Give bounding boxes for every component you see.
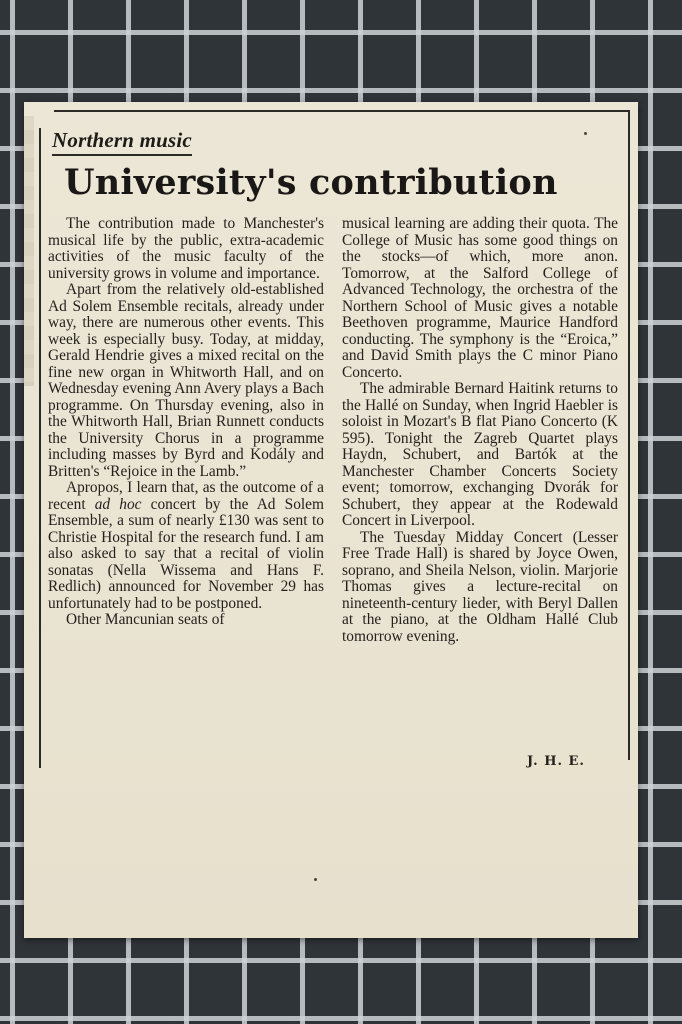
paragraph: The admirable Bernard Haitink returns to the Hallé on Sunday, when Ingrid Haebler is soloist in Mozart's B flat Piano Concerto (K 595). Tonight the Zagreb Quartet plays Haydn, Schubert, and Bartók at the Manchester Chamber Concerts Society event; tomorrow, exchanging Dvorák for Schubert, they appear at the Rodewald Concert in Liverpool. xyxy=(342,380,618,529)
article-column-right xyxy=(342,216,618,645)
torn-edge xyxy=(24,116,34,386)
paragraph: The Tuesday Midday Concert (Lesser Free Trade Hall) is shared by Joyce Owen, soprano, and Sheila Nelson, violin. Marjorie Thomas gives a lecture-recital on nineteenth-century lieder, with Beryl Dallen at the piano, at the Oldham Hallé Club tomorrow evening. xyxy=(342,528,618,645)
italic-phrase: ad hoc xyxy=(94,495,142,513)
top-rule xyxy=(54,110,628,112)
paper-speck xyxy=(314,878,317,881)
right-column-rule xyxy=(628,110,630,760)
headline: University's contribution xyxy=(64,162,558,203)
newspaper-clipping xyxy=(24,102,638,938)
author-initials: J. H. E. xyxy=(527,754,585,769)
paragraph xyxy=(48,480,324,612)
text-run: Apropos, I learn that, as the outcome of a recent xyxy=(48,479,324,513)
paragraph: Other Mancunian seats of xyxy=(66,611,225,628)
paragraph: musical learning are adding their quota. The College of Music has some good things on the stocks—of which, more anon. Tomorrow, at the Salford College of Advanced Technology, the orchestra of the Northern School of Music gives a notable Beethoven programme, Maurice Handford conducting. The symphony is the “Eroica,” and David Smith plays the C minor Piano Concerto. xyxy=(342,215,618,381)
paper-speck xyxy=(584,132,587,135)
section-label: Northern music xyxy=(52,128,192,156)
left-column-rule xyxy=(39,128,41,768)
article-column-left xyxy=(48,216,324,629)
paragraph: Apart from the relatively old-established Ad Solem Ensemble recitals, already under way, there are numerous other events. This week is especially busy. Today, at midday, Gerald Hendrie gives a mixed recital on the fine new organ in Whitworth Hall, and on Wednesday evening Ann Avery plays a Bach programme. On Thursday evening, also in the Whitworth Hall, Brian Runnett conducts the University Chorus in a programme including masses by Byrd and Kodály and Britten's “Rejoice in the Lamb.” xyxy=(48,281,324,480)
paragraph: The contribution made to Manchester's musical life by the public, extra-academic activities of the music faculty of the university grows in volume and importance. xyxy=(48,215,324,282)
text-run: concert by the Ad Solem Ensemble, a sum of nearly £130 was sent to Christie Hospital for the research fund. I am also asked to say that a recital of violin sonatas (Nella Wissema and Hans F. Redlich) announced for November 29 has unfortunately had to be postponed. xyxy=(48,495,324,612)
